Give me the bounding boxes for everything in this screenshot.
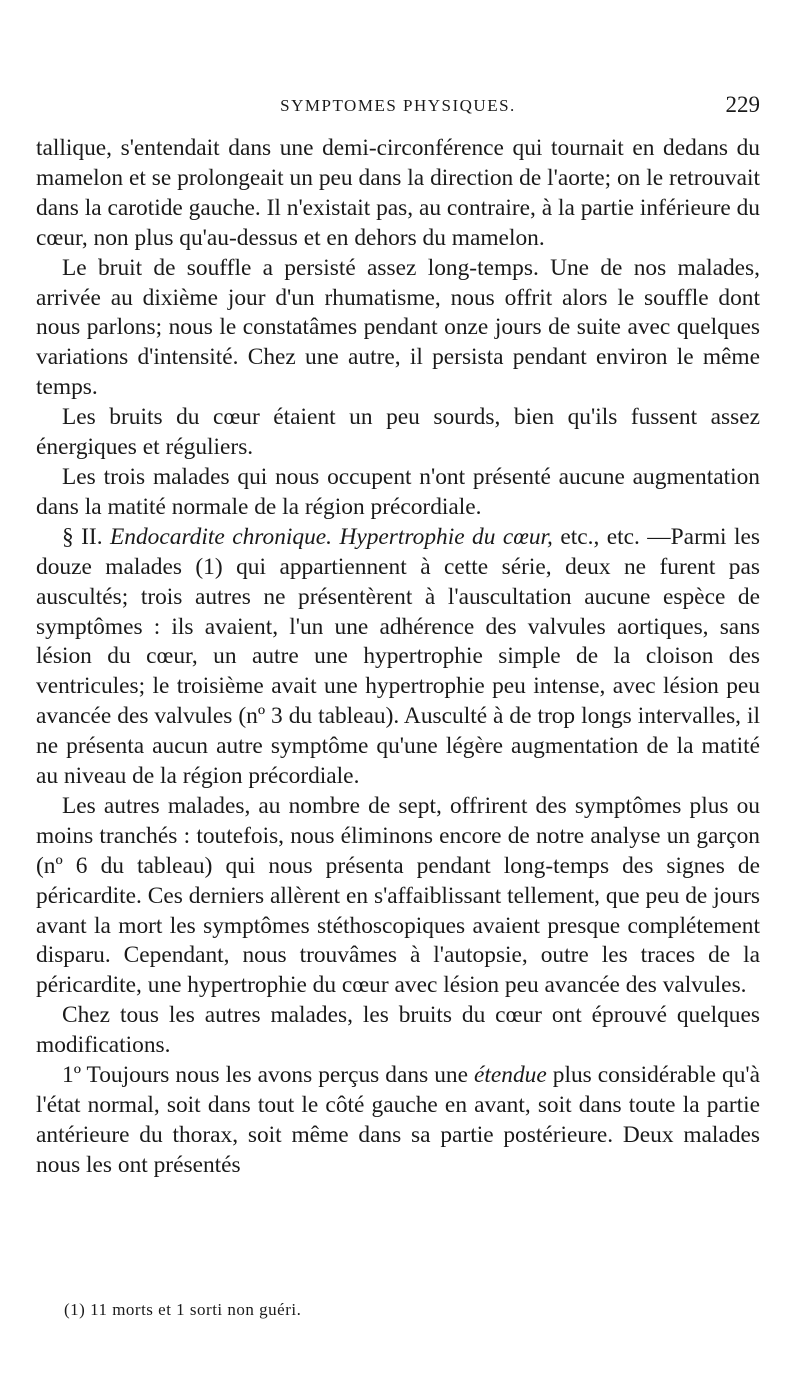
paragraph: Chez tous les autres malades, les bruits du cœur ont éprouvé quelques modifications. bbox=[36, 1002, 760, 1059]
page-number: 229 bbox=[725, 92, 760, 117]
section-text: —Parmi les douze malades (1) qui appartiennent à cette série, deux ne furent pas auscultés; trois autres ne présentèrent à l'auscultation aucune espèce de symptômes : ils avaient, l'un une adhérence des valvules aortiques, sans lésion du cœur, un autre une hypertrophie simple de la cloison des ventricules; le troisième avait une hypertrophie peu intense, avec lésion peu avancée des valvules (nº 3 du tableau). Ausculté à de trop longs intervalles, il ne présenta aucun autre symptôme qu'une légère augmentation de la matité au niveau de la région précordiale. bbox=[36, 523, 760, 790]
section-title: Endocardite chronique. Hypertrophie du cœur, bbox=[110, 523, 553, 550]
page-body bbox=[36, 134, 760, 1181]
paragraph: Le bruit de souffle a persisté assez long-temps. Une de nos malades, arrivée au dixième jour d'un rhumatisme, nous offrit alors le souffle dont nous parlons; nous le constatâmes pendant onze jours de suite avec quelques variations d'intensité. Chez une autre, il persista pendant environ le même temps. bbox=[36, 254, 760, 401]
paragraph: Les bruits du cœur étaient un peu sourds, bien qu'ils fussent assez énergiques et réguliers. bbox=[36, 404, 760, 461]
section-title-rest: etc., etc. bbox=[552, 523, 640, 550]
running-head: SYMPTOMES PHYSIQUES. bbox=[280, 96, 516, 115]
paragraph-continued: tallique, s'entendait dans une demi-circonférence qui tournait en dedans du mamelon et se prolongeait un peu dans la direction de l'aorte; on le retrouvait dans la carotide gauche. Il n'existait pas, au contraire, à la partie inférieure du cœur, non plus qu'au-dessus et en dehors du mamelon. bbox=[36, 135, 760, 251]
paragraph: Les autres malades, au nombre de sept, offrirent des symptômes plus ou moins tranchés : toutefois, nous éliminons encore de notre analyse un garçon (nº 6 du tableau) qui nous présenta pendant long-temps des signes de péricardite. Ces derniers allèrent en s'affaiblissant tellement, que peu de jours avant la mort les symptômes stéthoscopiques avaient presque complétement disparu. Cependant, nous trouvâmes à l'autopsie, outre les traces de la péricardite, une hypertrophie du cœur avec lésion peu avancée des valvules. bbox=[36, 792, 760, 999]
section-number: § II. bbox=[62, 523, 103, 550]
section-paragraph bbox=[36, 523, 760, 792]
last-paragraph-end: plus considérable qu'à l'état normal, soit dans tout le côté gauche en avant, soit dans toute la partie antérieure du thorax, soit même dans sa partie postérieure. Deux malades nous les ont présentés bbox=[36, 1062, 760, 1178]
footnote: (1) 11 morts et 1 sorti non guéri. bbox=[64, 1300, 302, 1319]
page-header bbox=[36, 92, 760, 126]
emphasis-word: étendue bbox=[474, 1062, 547, 1089]
paragraph-last bbox=[36, 1061, 760, 1181]
paragraph: Les trois malades qui nous occupent n'ont présenté aucune augmentation dans la matité normale de la région précordiale. bbox=[36, 463, 760, 520]
last-paragraph-start: 1º Toujours nous les avons perçus dans une bbox=[62, 1062, 474, 1089]
